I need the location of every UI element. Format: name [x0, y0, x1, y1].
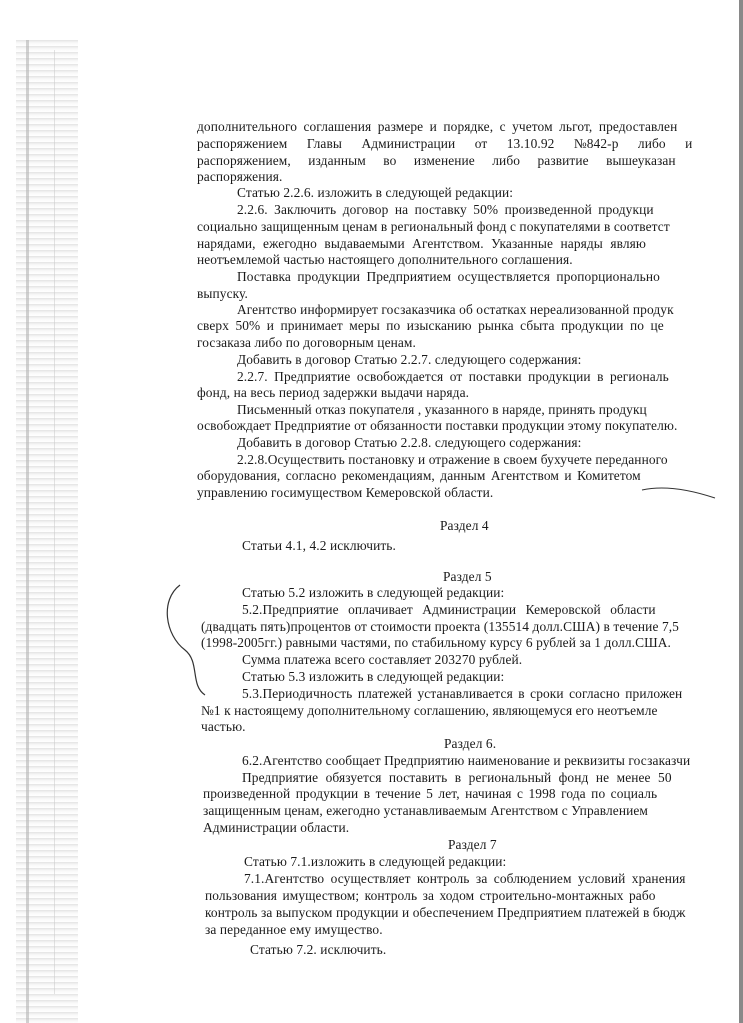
- text-line: 7.1.Агентство осуществляет контроль за соблюдением условий хранения: [244, 871, 686, 886]
- text-line: за переданное ему имущество.: [205, 922, 383, 937]
- section-heading-6: Раздел 6.: [444, 736, 497, 751]
- scan-right-edge: [739, 0, 743, 1023]
- text-line: Добавить в договор Статью 2.2.7. следующего содержания:: [237, 352, 582, 367]
- text-line: Поставка продукции Предприятием осуществляется пропорционально: [237, 269, 660, 284]
- text-line: госзаказа либо по договорным ценам.: [197, 335, 416, 350]
- text-line: фонд, на весь период задержки выдачи наряда.: [197, 385, 470, 400]
- text-line: распоряжения.: [197, 169, 283, 184]
- section-heading-7: Раздел 7: [448, 837, 497, 852]
- text-line: Администрации области.: [203, 820, 350, 835]
- text-line: управлению госимуществом Кемеровской области.: [197, 485, 494, 500]
- text-line: 2.2.6. Заключить договор на поставку 50% произведенной продукци: [237, 202, 654, 217]
- text-line: произведенной продукции в течение 5 лет, начиная с 1998 года по социаль: [203, 786, 658, 801]
- text-line: №1 к настоящему дополнительному соглашению, являющемуся его неотъемле: [201, 703, 658, 718]
- text-line: 5.3.Периодичность платежей устанавливается в сроки согласно приложен: [242, 686, 683, 701]
- text-line: Статью 5.2 изложить в следующей редакции:: [242, 585, 505, 600]
- scan-binding-edge: [16, 40, 78, 1023]
- text-line: 2.2.7. Предприятие освобождается от поставки продукции в региональ: [237, 369, 669, 384]
- text-line: Агентство информирует госзаказчика об остатках нереализованной продук: [237, 302, 674, 317]
- text-line: Сумма платежа всего составляет 203270 рублей.: [242, 652, 523, 667]
- text-line: 6.2.Агентство сообщает Предприятию наименование и реквизиты госзаказчи: [242, 753, 691, 768]
- text-line: нарядами, ежегодно выдаваемыми Агентством. Указанные наряды являю: [197, 236, 646, 251]
- text-line: Статью 2.2.6. изложить в следующей редакции:: [237, 185, 514, 200]
- text-line: пользования имуществом; контроль за ходом строительно-монтажных рабо: [205, 888, 656, 903]
- text-line: Статью 7.2. исключить.: [250, 942, 387, 957]
- text-line: Статью 5.3 изложить в следующей редакции:: [242, 669, 505, 684]
- text-line: Статью 7.1.изложить в следующей редакции:: [244, 854, 507, 869]
- text-line: (двадцать пять)процентов от стоимости проекта (135514 долл.США) в течение 7,5: [201, 619, 679, 634]
- text-line: оборудования, согласно рекомендациям, данным Агентством и Комитетом: [197, 468, 641, 483]
- text-line: Предприятие обязуется поставить в региональный фонд не менее 50: [242, 770, 672, 785]
- text-line: защищенным ценам, ежегодно устанавливаемым Агентством с Управлением: [203, 803, 648, 818]
- text-line: выпуску.: [197, 286, 248, 301]
- pen-stroke-mark: [640, 478, 720, 508]
- section-heading-4: Раздел 4: [440, 518, 489, 533]
- text-line: социально защищенным ценам в региональный фонд с покупателями в соответст: [197, 219, 670, 234]
- text-line: 2.2.8.Осуществить постановку и отражение в своем бухучете переданного: [237, 452, 668, 467]
- text-line: распоряжением Главы Администрации от 13.10.92 №842-р либо и: [197, 136, 693, 151]
- text-line: неотъемлемой частью настоящего дополнительного соглашения.: [197, 252, 573, 267]
- text-line: Письменный отказ покупателя , указанного в наряде, принять продукц: [237, 402, 647, 417]
- text-line: сверх 50% и принимает меры по изысканию рынка сбыта продукции по це: [197, 318, 664, 333]
- pen-bracket-mark: [160, 580, 240, 700]
- text-line: 5.2.Предприятие оплачивает Администрации Кемеровской области: [242, 602, 656, 617]
- text-line: распоряжением, изданным во изменение либо развитие вышеуказан: [197, 153, 676, 168]
- text-line: дополнительного соглашения размере и порядке, с учетом льгот, предоставлен: [197, 119, 678, 134]
- text-line: Добавить в договор Статью 2.2.8. следующего содержания:: [237, 435, 582, 450]
- text-line: частью.: [201, 719, 246, 734]
- text-line: (1998-2005гг.) равными частями, по стабильному курсу 6 рублей за 1 долл.США.: [201, 635, 671, 650]
- text-line: Статьи 4.1, 4.2 исключить.: [242, 538, 396, 553]
- text-line: освобождает Предприятие от обязанности поставки продукции этому покупателю.: [197, 418, 678, 433]
- section-heading-5: Раздел 5: [443, 569, 492, 584]
- text-line: контроль за выпуском продукции и обеспечением Предприятием платежей в бюдж: [205, 905, 686, 920]
